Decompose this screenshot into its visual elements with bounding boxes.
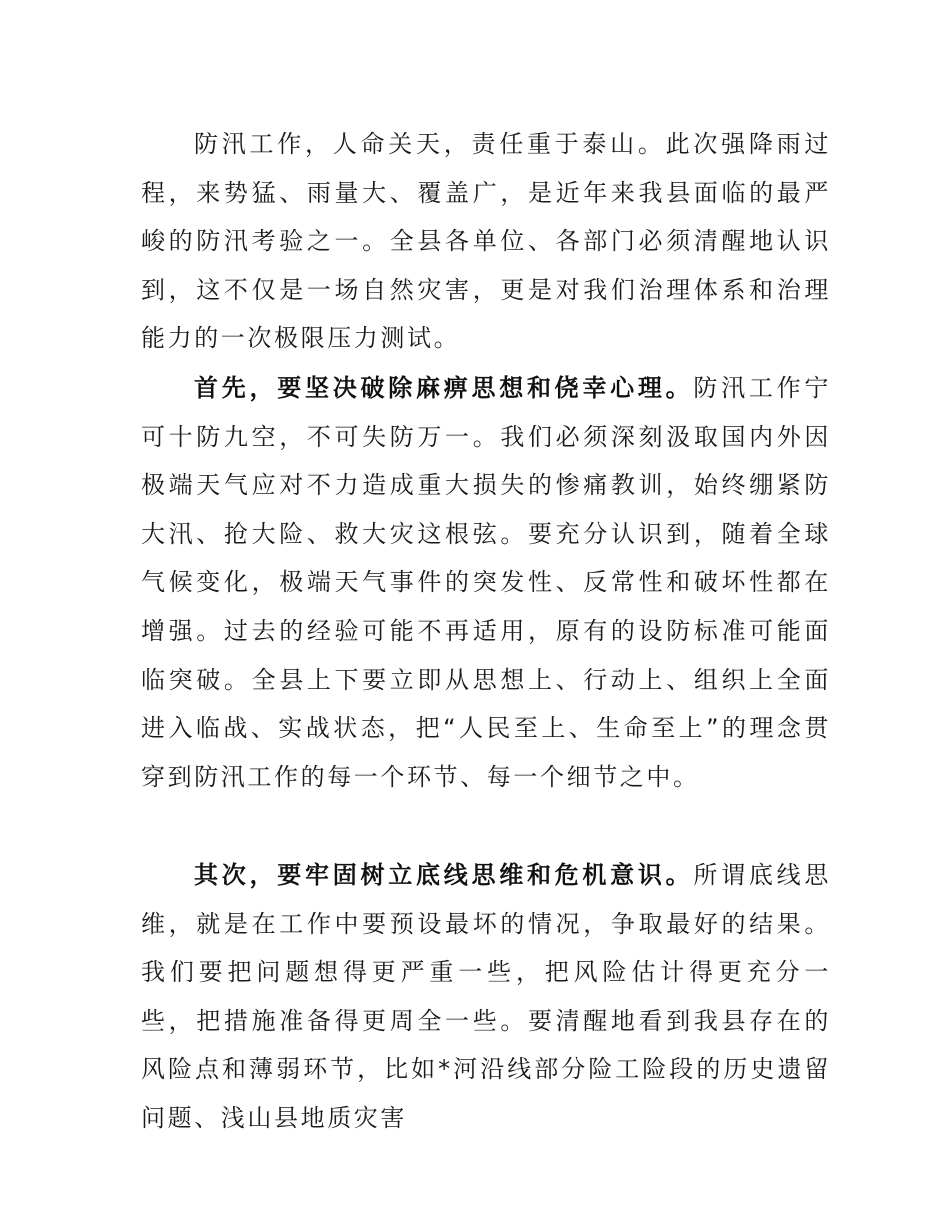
paragraph-lead-heading: 其次，要牢固树立底线思维和危机意识。 [194,861,694,889]
paragraph-first-point [141,364,831,801]
paragraph-lead-heading: 首先，要坚决破除麻痹思想和侥幸心理。 [194,374,694,402]
paragraph-text: 所谓底线思维，就是在工作中要预设最坏的情况，争取最好的结果。我们要把问题想得更严重一些，把风险估计得更充分一些，把措施准备得更周全一些。要清醒地看到我县存在的风险点和薄弱环节，比如*河沿线部分险工险段的历史遗留问题、浅山县地质灾害 [141,861,832,1132]
paragraph-text: 防汛工作宁可十防九空，不可失防万一。我们必须深刻汲取国内外因极端天气应对不力造成重大损失的惨痛教训，始终绷紧防大汛、抢大险、救大灾这根弦。要充分认识到，随着全球气候变化，极端天气事件的突发性、反常性和破坏性都在增强。过去的经验可能不再适用，原有的设防标准可能面临突破。全县上下要立即从思想上、行动上、组织上全面进入临战、实战状态，把“人民至上、生命至上”的理念贯穿到防汛工作的每一个环节、每一个细节之中。 [141,374,832,791]
paragraph-second-point [141,851,831,1143]
paragraph-opening [141,120,831,363]
paragraph-text: 防汛工作，人命关天，责任重于泰山。此次强降雨过程，来势猛、雨量大、覆盖广，是近年来我县面临的最严峻的防汛考验之一。全县各单位、各部门必须清醒地认识到，这不仅是一场自然灾害，更是对我们治理体系和治理能力的一次极限压力测试。 [141,130,831,353]
